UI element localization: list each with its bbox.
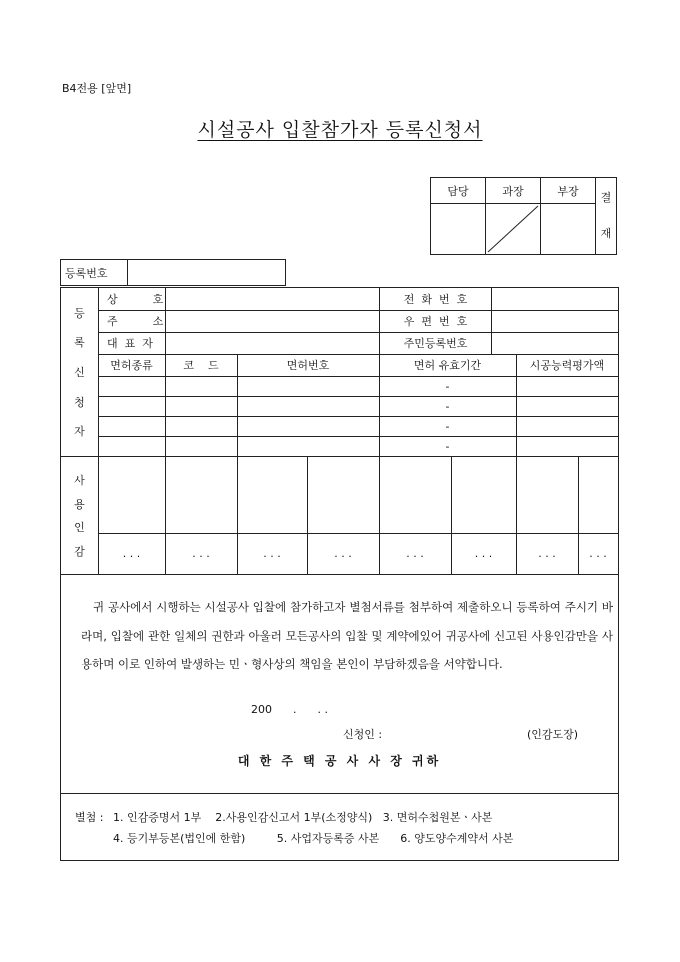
approval-header-staff: 담당 [431, 178, 486, 204]
address-field[interactable] [166, 311, 378, 331]
seal-dots: . . . [263, 547, 281, 560]
license-code-header: 코 드 [183, 359, 219, 372]
seal-dots: . . . [122, 547, 141, 560]
attachments-line-1: 1. 인감증명서 1부 2.사용인감신고서 1부(소정양식) 3. 면허수첩원본ㆍ사본 [113, 811, 493, 824]
validity-dash: - [445, 419, 450, 433]
attachments-line-2: 4. 등기부등본(법인에 한함) 5. 사업자등록증 사본 6. 양도양수계약서 사본 [113, 832, 514, 845]
phone-label: 전 화 번 호 [403, 293, 468, 306]
applicant-side-label: 등 록 신 청 자 [74, 306, 85, 439]
validity-dash: - [445, 439, 450, 453]
registration-number-row [60, 259, 286, 286]
resident-no-field[interactable] [492, 333, 617, 353]
resident-no-label: 주민등록번호 [403, 337, 468, 350]
addressee: 대 한 주 택 공 사 사 장 귀하 [237, 753, 442, 768]
seal-dots: . . . [192, 547, 210, 560]
registration-number-label: 등록번호 [61, 260, 128, 286]
validity-dash: - [445, 399, 450, 413]
postal-field[interactable] [492, 311, 617, 331]
representative-field[interactable] [166, 333, 378, 353]
seal-dots: . . . [589, 547, 607, 560]
company-field[interactable] [166, 289, 378, 309]
form-code-note: B4전용 [앞면] [62, 82, 132, 95]
capability-header: 시공능력평가액 [529, 359, 605, 372]
approval-box [430, 177, 617, 255]
approval-sign-manager[interactable] [486, 204, 541, 255]
seal-stamp-label: (인감도장) [527, 728, 579, 741]
date-line: 200 . . . [251, 702, 328, 716]
license-validity-header: 면허 유효기간 [413, 359, 482, 372]
page-title: 시설공사 입찰참가자 등록신청서 [197, 119, 483, 141]
seal-dots: . . . [406, 547, 424, 560]
license-number-header: 면허번호 [286, 359, 330, 372]
application-form [60, 287, 619, 861]
representative-label: 대 표 자 [107, 337, 153, 350]
validity-dash: - [445, 379, 450, 393]
approval-sign-director[interactable] [541, 204, 596, 255]
seal-dots: . . . [474, 547, 493, 560]
seal-side-label: 사 용 인 감 [74, 473, 85, 559]
license-type-header: 면허종류 [110, 359, 153, 372]
postal-label: 우 편 번 호 [403, 315, 468, 328]
company-label: 상 호 [107, 293, 164, 306]
address-label: 주 소 [107, 315, 164, 328]
registration-number-field[interactable] [128, 260, 286, 286]
applicant-signature-label: 신청인 : [343, 728, 383, 741]
attachments-label: 별첨 : [75, 811, 104, 824]
approval-header-manager: 과장 [486, 178, 541, 204]
approval-sign-staff[interactable] [431, 204, 486, 255]
seal-dots: . . . [334, 547, 352, 560]
seal-dots: . . . [538, 547, 556, 560]
phone-field[interactable] [492, 289, 617, 309]
declaration-text: 귀 공사에서 시행하는 시설공사 입찰에 참가하고자 별첨서류를 첨부하여 제출하오니 등록하여 주시기 바라며, 입찰에 관한 일체의 권한과 아울러 모든공사의 입찰 및 계약에있어 귀공사에 신고된 사용인감만을 사용하며 이로 인하여 발생하는 민ㆍ형사상의 책임을 본인이 부담하겠음을 서약합니다. [81, 600, 613, 671]
approval-side-label: 결 재 [596, 178, 617, 255]
approval-header-director: 부장 [541, 178, 596, 204]
diagonal-strike [486, 204, 540, 254]
